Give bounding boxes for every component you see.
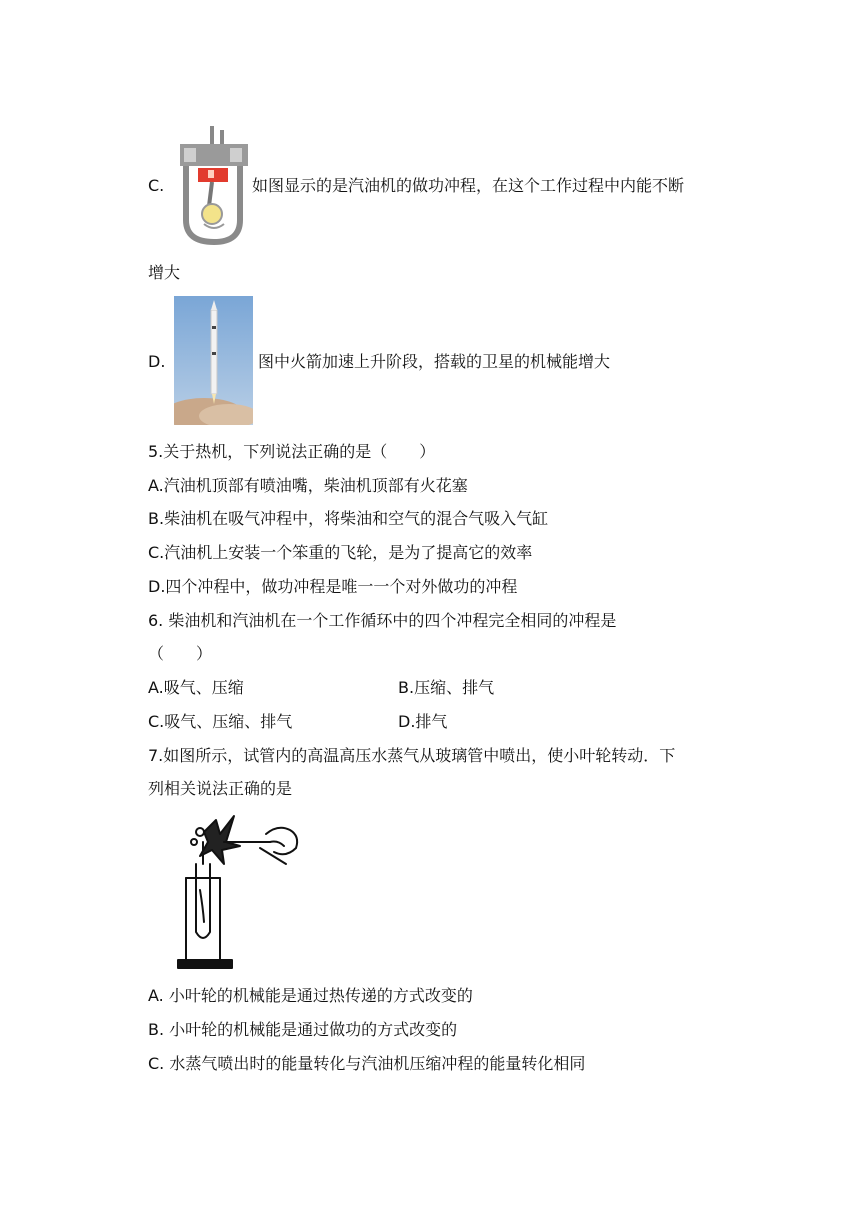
q4-option-d-text: 图中火箭加速上升阶段，搭载的卫星的机械能增大 bbox=[258, 352, 611, 371]
q4-option-c-text-continued: 增大 bbox=[148, 263, 181, 282]
q6-stem: 6. 柴油机和汽油机在一个工作循环中的四个冲程完全相同的冲程是 bbox=[148, 611, 617, 630]
q5-option-c: C.汽油机上安装一个笨重的飞轮，是为了提高它的效率 bbox=[148, 543, 533, 562]
q7-stem-continued: 列相关说法正确的是 bbox=[148, 779, 293, 798]
q6-option-a: A.吸气、压缩 bbox=[148, 678, 244, 697]
q7-option-a: A. 小叶轮的机械能是通过热传递的方式改变的 bbox=[148, 986, 473, 1005]
q6-stem-continued: （ ） bbox=[148, 644, 213, 663]
q5-option-b: B.柴油机在吸气冲程中，将柴油和空气的混合气吸入气缸 bbox=[148, 509, 549, 528]
q5-stem: 5.关于热机，下列说法正确的是（ ） bbox=[148, 442, 436, 461]
q5-option-d: D.四个冲程中，做功冲程是唯一一个对外做功的冲程 bbox=[148, 577, 518, 596]
rocket-figure bbox=[174, 296, 253, 425]
q4-option-d-label: D. bbox=[148, 352, 166, 371]
q6-option-d: D.排气 bbox=[398, 712, 448, 731]
test-tube-pinwheel-icon bbox=[174, 812, 306, 972]
q7-option-b: B. 小叶轮的机械能是通过做功的方式改变的 bbox=[148, 1020, 458, 1039]
q4-option-c-text: 如图显示的是汽油机的做功冲程，在这个工作过程中内能不断 bbox=[252, 176, 685, 195]
q4-option-c-label: C. bbox=[148, 176, 165, 195]
test-tube-figure bbox=[174, 812, 306, 972]
q6-option-c: C.吸气、压缩、排气 bbox=[148, 712, 293, 731]
engine-cylinder-icon bbox=[174, 124, 252, 246]
q6-option-b: B.压缩、排气 bbox=[398, 678, 495, 697]
q7-stem: 7.如图所示，试管内的高温高压水蒸气从玻璃管中喷出，使小叶轮转动．下 bbox=[148, 746, 676, 765]
rocket-launch-icon bbox=[174, 296, 253, 425]
engine-cylinder-figure bbox=[174, 124, 252, 246]
q7-option-c: C. 水蒸气喷出时的能量转化与汽油机压缩冲程的能量转化相同 bbox=[148, 1054, 586, 1073]
q5-option-a: A.汽油机顶部有喷油嘴，柴油机顶部有火花塞 bbox=[148, 476, 468, 495]
